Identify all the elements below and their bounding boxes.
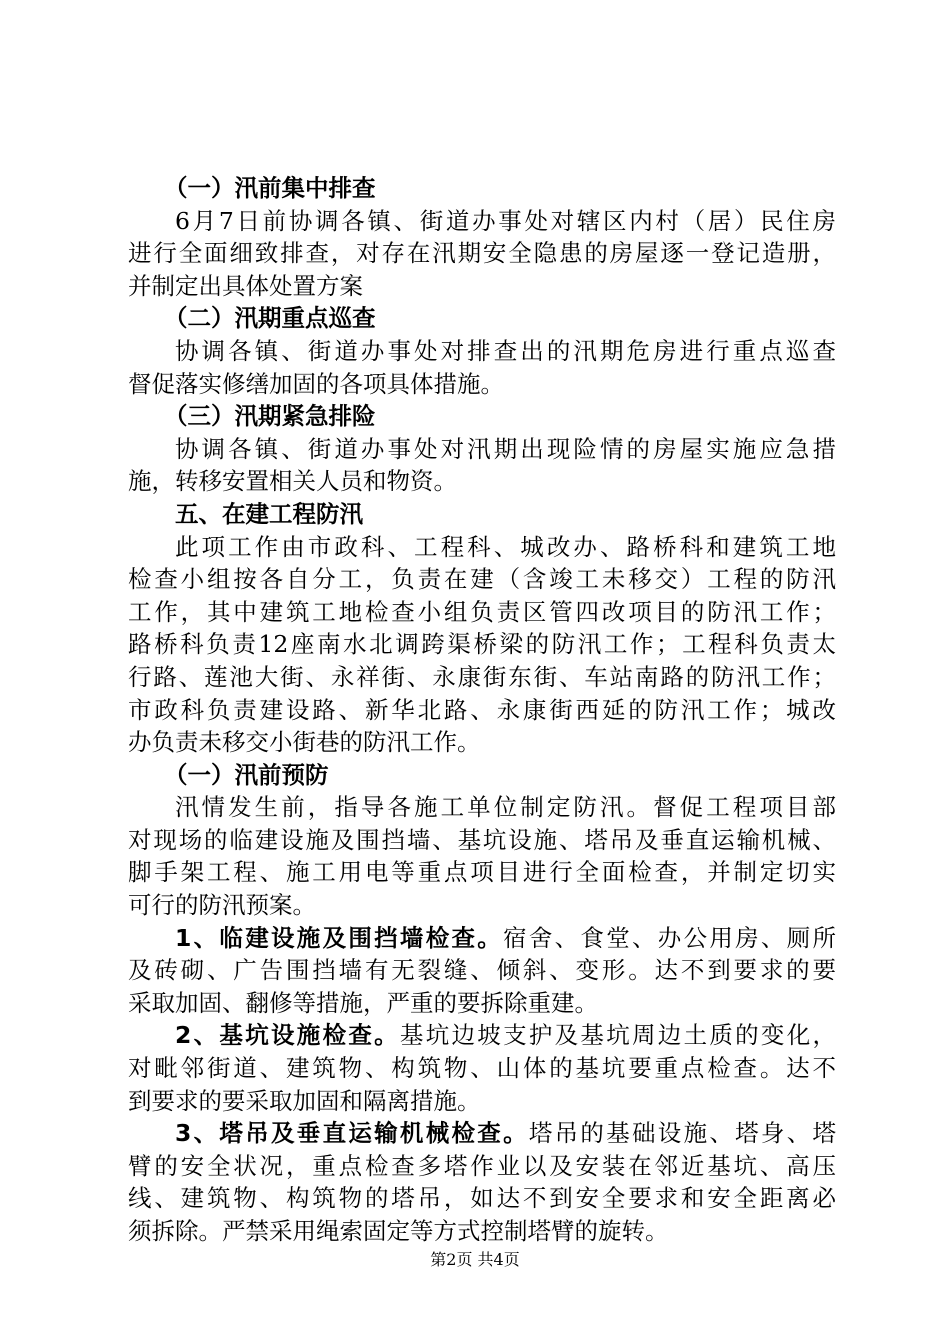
paragraph-line: 施，转移安置相关人员和物资。 <box>128 467 457 496</box>
list-item-line: 到要求的要采取加固和隔离措施。 <box>128 1086 481 1115</box>
paragraph-line: 可行的防汛预案。 <box>128 891 316 920</box>
paragraph-line: 6月7日前协调各镇、街道办事处对辖区内村（居）民住房 <box>175 206 836 235</box>
list-item-line: 线、建筑物、构筑物的塔吊，如达不到安全要求和安全距离必 <box>128 1184 836 1213</box>
list-item-line: 及砖砌、广告围挡墙有无裂缝、倾斜、变形。达不到要求的要 <box>128 956 836 985</box>
section-heading: 五、在建工程防汛 <box>175 499 363 528</box>
list-item-title: 1、临建设施及围挡墙检查。 <box>175 923 504 952</box>
paragraph-line: 脚手架工程、施工用电等重点项目进行全面检查，并制定切实 <box>128 858 836 887</box>
list-item-line: 对毗邻街道、建筑物、构筑物、山体的基坑要重点检查。达不 <box>128 1054 836 1083</box>
list-item-text: 宿舍、食堂、办公用房、厕所 <box>503 923 837 952</box>
paragraph-line: 进行全面细致排查，对存在汛期安全隐患的房屋逐一登记造册， <box>128 239 836 268</box>
list-item-title: 2、基坑设施检查。 <box>175 1021 400 1050</box>
list-item-text: 塔吊的基础设施、塔身、塔 <box>528 1119 837 1148</box>
sub-heading: （二）汛期重点巡查 <box>164 304 376 333</box>
list-item-line: 须拆除。严禁采用绳索固定等方式控制塔臂的旋转。 <box>128 1217 669 1245</box>
list-item-line: 采取加固、翻修等措施，严重的要拆除重建。 <box>128 988 598 1017</box>
paragraph-line: 督促落实修缮加固的各项具体措施。 <box>128 369 504 398</box>
paragraph-line: 并制定出具体处置方案 <box>128 271 363 300</box>
paragraph-line: 此项工作由市政科、工程科、城改办、路桥科和建筑工地 <box>175 532 836 561</box>
list-item-line <box>128 922 836 955</box>
sub-heading: （一）汛前预防 <box>164 760 329 789</box>
page-footer: 第2页 共4页 <box>430 1250 520 1269</box>
paragraph-line: 办负责未移交小街巷的防汛工作。 <box>128 728 481 757</box>
paragraph-line: 检查小组按各自分工，负责在建（含竣工未移交）工程的防汛 <box>128 565 836 594</box>
sub-heading: （三）汛期紧急排险 <box>164 402 376 431</box>
paragraph-line: 协调各镇、街道办事处对汛期出现险情的房屋实施应急措 <box>175 434 836 463</box>
list-item-title: 3、塔吊及垂直运输机械检查。 <box>175 1119 529 1148</box>
list-item-text: 基坑边坡支护及基坑周边土质的变化， <box>399 1021 836 1050</box>
paragraph-line: 汛情发生前，指导各施工单位制定防汛。督促工程项目部 <box>175 793 836 822</box>
paragraph-line: 路桥科负责12座南水北调跨渠桥梁的防汛工作；工程科负责太 <box>128 630 836 659</box>
paragraph-line: 市政科负责建设路、新华北路、永康街西延的防汛工作；城改 <box>128 695 836 724</box>
paragraph-line: 行路、莲池大街、永祥街、永康街东街、车站南路的防汛工作； <box>128 662 836 691</box>
list-item-line <box>128 1117 836 1150</box>
document-body <box>128 172 836 1248</box>
paragraph-line: 工作，其中建筑工地检查小组负责区管四改项目的防汛工作； <box>128 597 836 626</box>
paragraph-line: 协调各镇、街道办事处对排查出的汛期危房进行重点巡查 <box>175 336 836 365</box>
sub-heading: （一）汛前集中排查 <box>164 174 376 202</box>
list-item-line: 臂的安全状况，重点检查多塔作业以及安装在邻近基坑、高压 <box>128 1151 836 1180</box>
paragraph-line: 对现场的临建设施及围挡墙、基坑设施、塔吊及垂直运输机械、 <box>128 825 836 854</box>
list-item-line <box>128 1019 836 1052</box>
